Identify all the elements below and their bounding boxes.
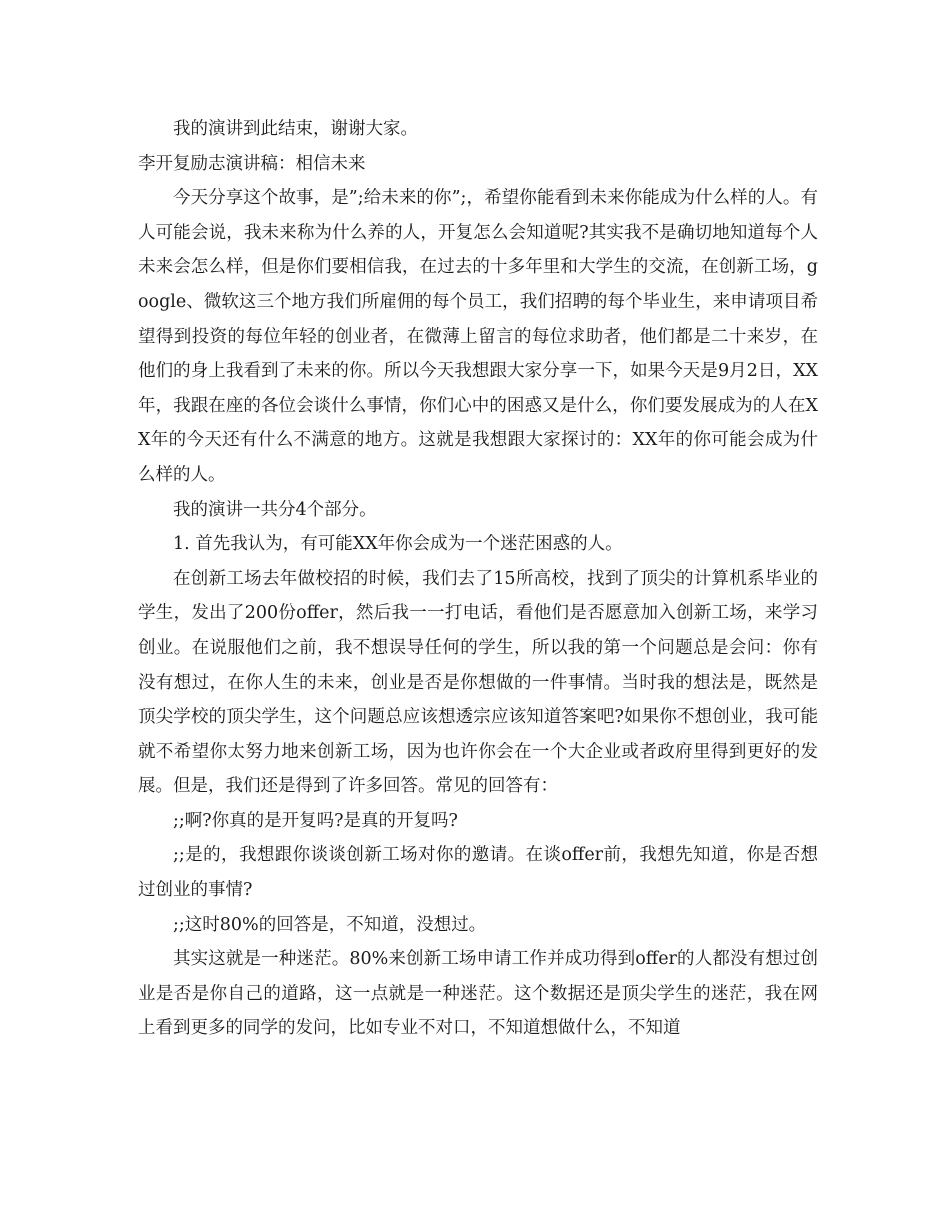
dialogue-line: ;;是的，我想跟你谈谈创新工场对你的邀请。在谈offer前，我想先知道，你是否想过创业的事情? xyxy=(138,845,818,901)
intro-paragraph: 今天分享这个故事，是”;给未来的你”;，希望你能看到未来你能成为什么样的人。有人可能会说，我未来称为什么养的人，开复怎么会知道呢?其实我不是确切地知道每个人未来会怎么样，但是你们要相信我，在过去的十多年里和大学生的交流，在创新工场，google、微软这三个地方我们所雇佣的每个员工，我们招聘的每个毕业生，来申请项目希望得到投资的每位年轻的创业者，在微薄上留言的每位求助者，他们都是二十来岁，在他们的身上我看到了未来的你。所以今天我想跟大家分享一下，如果今天是9月2日，XX年，我跟在座的各位会谈什么事情，你们心中的困惑又是什么，你们要发展成为的人在XX年的今天还有什么不满意的地方。这就是我想跟大家探讨的：XX年的你可能会成为什么样的人。 xyxy=(138,188,818,485)
outline-paragraph: 我的演讲一共分4个部分。 xyxy=(173,499,377,520)
speech-title: 李开复励志演讲稿：相信未来 xyxy=(138,153,366,174)
confusion-paragraph: 其实这就是一种迷茫。80%来创新工场申请工作并成功得到offer的人都没有想过创业是否是你自己的道路，这一点就是一种迷茫。这个数据还是顶尖学生的迷茫，我在网上看到更多的同学的发问，比如专业不对口，不知道想做什么，不知道 xyxy=(138,949,818,1039)
document-body xyxy=(138,112,818,1046)
dialogue-line: ;;啊?你真的是开复吗?是真的开复吗? xyxy=(173,810,458,831)
recruiting-paragraph: 在创新工场去年做校招的时候，我们去了15所高校，找到了顶尖的计算机系毕业的学生，发出了200份offer，然后我一一打电话，看他们是否愿意加入创新工场，来学习创业。在说服他们之前，我不想误导任何的学生，所以我的第一个问题总是会问：你有没有想过，在你人生的未来，创业是否是你想做的一件事情。当时我的想法是，既然是顶尖学校的顶尖学生，这个问题总应该想透宗应该知道答案吧?如果你不想创业，我可能就不希望你太努力地来创新工场，因为也许你会在一个大企业或者政府里得到更好的发展。但是，我们还是得到了许多回答。常见的回答有： xyxy=(138,568,818,797)
dialogue-line: ;;这时80%的回答是，不知道，没想过。 xyxy=(173,914,487,935)
section-one-heading: 1. 首先我认为，有可能XX年你会成为一个迷茫困惑的人。 xyxy=(173,534,623,555)
closing-paragraph: 我的演讲到此结束，谢谢大家。 xyxy=(173,119,418,139)
